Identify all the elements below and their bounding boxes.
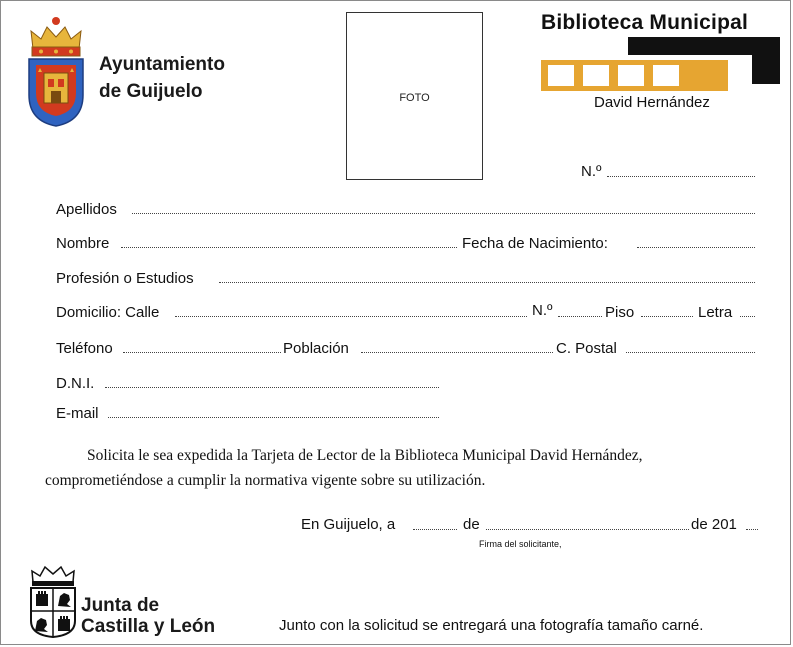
date-year-label: de 201 <box>691 516 737 533</box>
date-place-label: En Guijuelo, a <box>301 516 396 533</box>
junta-name-line2: Castilla y León <box>81 616 216 637</box>
junta-name-line1: Junta de <box>81 595 160 616</box>
library-subtitle: David Hernández <box>594 94 710 111</box>
address-number-label: N.º <box>532 302 553 319</box>
date-month-field[interactable] <box>486 529 689 530</box>
dni-field[interactable] <box>105 387 439 388</box>
request-line-1: Solicita le sea expedida la Tarjeta de Lector de la Biblioteca Municipal David Hernández, <box>87 447 643 464</box>
library-logo-square <box>548 65 574 86</box>
library-logo-square <box>618 65 644 86</box>
signature-label: Firma del solicitante, <box>479 539 562 549</box>
floor-field[interactable] <box>641 316 693 317</box>
profession-label: Profesión o Estudios <box>56 270 194 287</box>
number-field[interactable] <box>607 176 755 177</box>
date-day-field[interactable] <box>413 529 457 530</box>
email-field[interactable] <box>108 417 439 418</box>
guijuelo-coat-of-arms-icon <box>23 13 89 129</box>
door-label: Letra <box>698 304 733 321</box>
dni-label: D.N.I. <box>56 375 95 392</box>
birthdate-field[interactable] <box>637 247 755 248</box>
library-logo-square <box>653 65 679 86</box>
birthdate-label: Fecha de Nacimiento: <box>462 235 608 252</box>
library-logo-bar-vertical <box>752 37 780 84</box>
date-year-field[interactable] <box>746 529 758 530</box>
library-title: Biblioteca Municipal <box>541 11 749 34</box>
address-street-field[interactable] <box>175 316 527 317</box>
request-line-2: comprometiéndose a cumplir la normativa vigente sobre su utilización. <box>45 472 486 489</box>
junta-name <box>81 595 215 637</box>
phone-label: Teléfono <box>56 340 113 357</box>
phone-field[interactable] <box>123 352 281 353</box>
town-label: Población <box>283 340 349 357</box>
door-field[interactable] <box>740 316 755 317</box>
profession-field[interactable] <box>219 282 755 283</box>
postcode-label: C. Postal <box>556 340 617 357</box>
town-field[interactable] <box>361 352 553 353</box>
postcode-field[interactable] <box>626 352 755 353</box>
name-label: Nombre <box>56 235 110 252</box>
email-label: E-mail <box>56 405 99 422</box>
photo-box <box>346 12 483 180</box>
address-label: Domicilio: Calle <box>56 304 160 321</box>
photo-label: FOTO <box>399 92 430 104</box>
municipality-name <box>99 51 225 105</box>
request-paragraph <box>45 443 745 493</box>
name-field[interactable] <box>121 247 457 248</box>
address-number-field[interactable] <box>558 316 602 317</box>
date-month-label: de <box>463 516 480 533</box>
surname-field[interactable] <box>132 213 755 214</box>
surname-label: Apellidos <box>56 201 117 218</box>
number-label: N.º <box>581 163 602 180</box>
castilla-y-leon-coat-of-arms-icon <box>27 563 79 638</box>
library-logo-square <box>583 65 609 86</box>
municipality-name-line2: de Guijuelo <box>99 81 203 102</box>
photo-note: Junto con la solicitud se entregará una fotografía tamaño carné. <box>279 617 704 634</box>
municipality-name-line1: Ayuntamiento <box>99 54 225 75</box>
floor-label: Piso <box>605 304 635 321</box>
